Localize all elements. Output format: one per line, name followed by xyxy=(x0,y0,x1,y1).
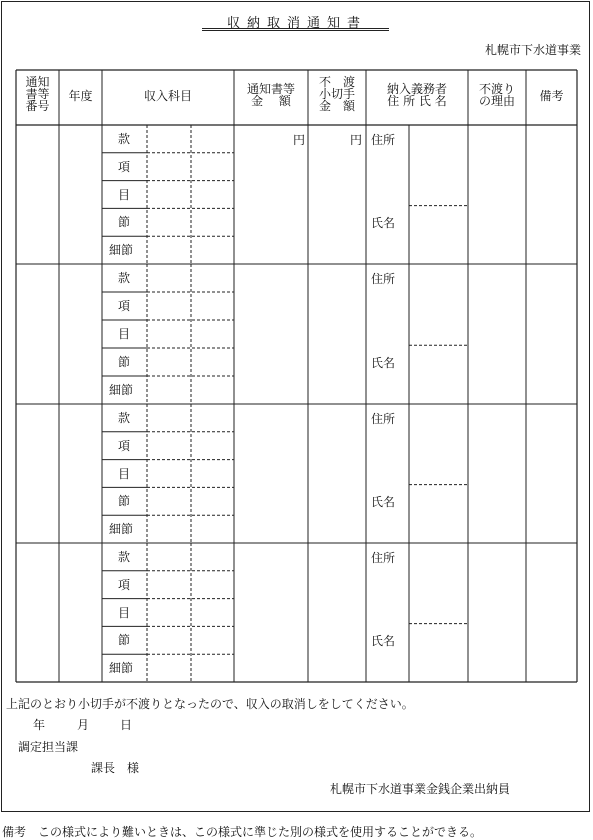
remarks-note: 備考 この様式により難いときは、この様式に準じた別の様式を使用することができる。 xyxy=(2,825,483,839)
item-label: 款 xyxy=(118,550,131,564)
issuer-name: 札幌市下水道事業 xyxy=(484,43,581,57)
yen-unit-dishonored: 円 xyxy=(350,133,363,147)
item-label: 節 xyxy=(118,494,131,509)
date-year-label: 年 xyxy=(33,718,46,732)
name-label: 氏名 xyxy=(371,495,396,510)
header-income-item: 収入科目 xyxy=(143,89,192,103)
item-label: 目 xyxy=(118,187,131,202)
item-label: 項 xyxy=(118,438,131,453)
header-payer: 納入義務者 住 所 氏 名 xyxy=(386,82,447,108)
item-label: 項 xyxy=(118,299,131,313)
item-label: 細節 xyxy=(109,383,134,397)
header-notice-number: 通知 書等 番号 xyxy=(25,75,50,113)
item-label: 節 xyxy=(118,355,131,369)
header-dishonor-reason: 不渡り の理由 xyxy=(478,82,515,108)
name-label: 氏名 xyxy=(371,216,396,231)
item-label: 款 xyxy=(118,271,131,285)
item-label: 目 xyxy=(118,466,131,481)
cancellation-statement: 上記のとおり小切手が不渡りとなったので、収入の取消しをしてください。 xyxy=(6,697,414,711)
item-label: 細節 xyxy=(109,522,134,537)
header-year: 年度 xyxy=(68,89,93,103)
yen-unit-notice: 円 xyxy=(293,133,306,147)
date-day-label: 日 xyxy=(120,718,133,732)
item-label: 目 xyxy=(118,327,131,341)
address-label: 住所 xyxy=(371,133,396,147)
item-label: 項 xyxy=(118,577,131,592)
item-label: 項 xyxy=(118,159,131,174)
address-label: 住所 xyxy=(371,412,396,426)
date-month-label: 月 xyxy=(77,718,90,732)
header-remarks: 備考 xyxy=(539,89,564,103)
address-label: 住所 xyxy=(371,551,396,565)
address-label: 住所 xyxy=(371,272,396,286)
item-label: 節 xyxy=(118,215,131,230)
item-label: 細節 xyxy=(109,661,134,676)
header-notice-amount: 通知書等 金 額 xyxy=(246,82,295,108)
item-label: 節 xyxy=(118,633,131,648)
item-label: 款 xyxy=(118,132,131,146)
name-label: 氏名 xyxy=(371,356,396,370)
form-title: 収納取消通知書 xyxy=(226,16,367,31)
item-label: 細節 xyxy=(109,243,134,258)
header-dishonored-amount: 不 渡 小切手 金 額 xyxy=(318,75,355,113)
name-label: 氏名 xyxy=(371,634,396,649)
item-label: 款 xyxy=(118,411,131,425)
item-label: 目 xyxy=(118,605,131,620)
assessment-section-label: 調定担当課 xyxy=(18,740,79,754)
section-chief-addressee: 課長 様 xyxy=(91,761,140,775)
cashier-signature-line: 札幌市下水道事業金銭企業出納員 xyxy=(330,782,511,796)
